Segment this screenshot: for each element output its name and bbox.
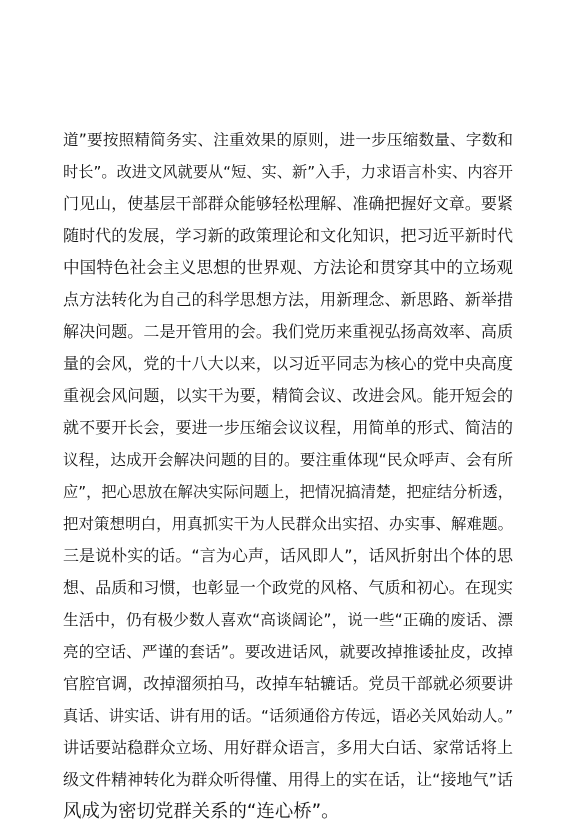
text-line: 就不要开长会，要进一步压缩会议议程，用简单的形式、简洁的 bbox=[63, 418, 513, 437]
text-line: 随时代的发展，学习新的政策理论和文化知识，把习近平新时代 bbox=[63, 226, 513, 245]
text-line: 议程，达成开会解决问题的目的。要注重体现“民众呼声、会有所 bbox=[63, 451, 513, 469]
text-line: 生活中，仍有极少数人喜欢“高谈阔论”，说一些“正确的废话、漂 bbox=[63, 611, 513, 629]
text-line: 点方法转化为自己的科学思想方法，用新理念、新思路、新举措 bbox=[63, 290, 513, 309]
text-line: 级文件精神转化为群众听得懂、用得上的实在话，让“接地气”话 bbox=[63, 770, 513, 789]
text-line: 重视会风问题，以实干为要，精简会议、改进会风。能开短会的 bbox=[63, 386, 513, 405]
text-line: 想、品质和习惯，也彰显一个政党的风格、气质和初心。在现实 bbox=[63, 578, 513, 597]
text-line: 门见山，使基层干部群众能够轻松理解、准确把握好文章。要紧 bbox=[63, 194, 513, 213]
text-line: 把对策想明白，用真抓实干为人民群众出实招、办实事、解难题。 bbox=[63, 515, 513, 533]
text-line: 应”，把心思放在解决实际问题上，把情况搞清楚，把症结分析透， bbox=[63, 483, 513, 501]
text-line: 官腔官调，改掉溜须拍马，改掉车轱辘话。党员干部就必须要讲 bbox=[63, 674, 513, 693]
text-line: 真话、讲实话、讲有用的话。“话须通俗方传远，语必关风始动人。” bbox=[63, 707, 513, 725]
text-line: 讲话要站稳群众立场、用好群众语言，多用大白话、家常话将上 bbox=[63, 738, 513, 757]
text-line: 三是说朴实的话。“言为心声，话风即人”，话风折射出个体的思 bbox=[63, 546, 513, 565]
body-paragraph bbox=[63, 124, 513, 828]
text-line: 亮的空话、严谨的套话”。要改进话风，就要改掉推诿扯皮，改掉 bbox=[63, 643, 513, 661]
text-line: 时长”。改进文风就要从“短、实、新”入手，力求语言朴实、内容开 bbox=[63, 163, 513, 181]
text-line: 量的会风，党的十八大以来，以习近平同志为核心的党中央高度 bbox=[63, 354, 513, 373]
text-line: 解决问题。二是开管用的会。我们党历来重视弘扬高效率、高质 bbox=[63, 322, 513, 341]
text-line: 道”要按照精简务实、注重效果的原则，进一步压缩数量、字数和 bbox=[63, 131, 513, 149]
text-line: 风成为密切党群关系的“连心桥”。 bbox=[63, 801, 340, 822]
text-line: 中国特色社会主义思想的世界观、方法论和贯穿其中的立场观 bbox=[63, 258, 513, 277]
